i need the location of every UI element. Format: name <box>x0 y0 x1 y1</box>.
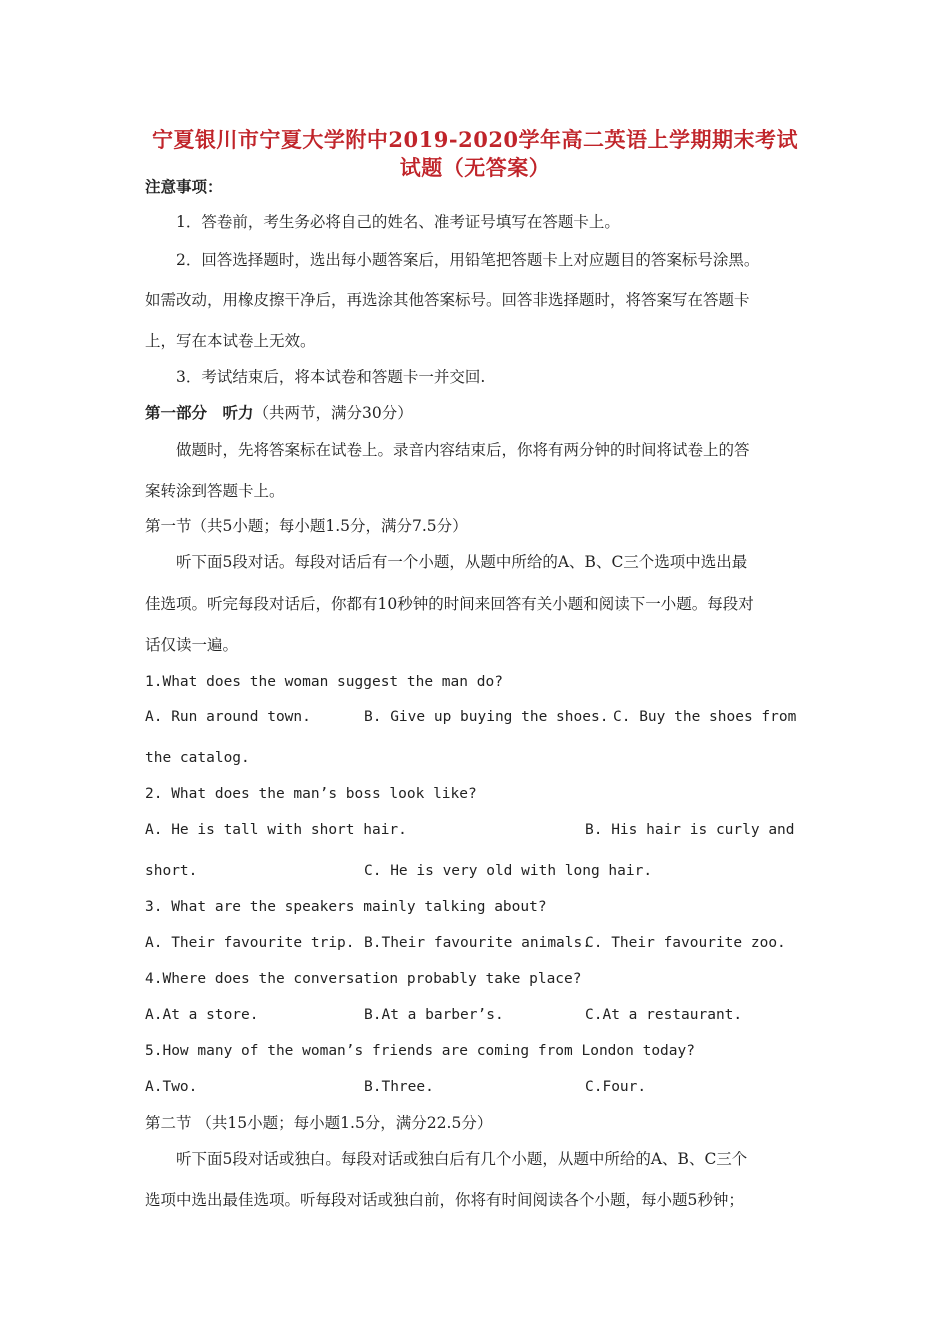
part1-heading <box>145 403 413 423</box>
notice-item-1: 1．答卷前，考生务必将自己的姓名、准考证号填写在答题卡上。 <box>176 213 620 231</box>
document-title-line2: 试题（无答案） <box>399 155 551 180</box>
q3-option-c: C. Their favourite zoo. <box>585 935 786 951</box>
q3-option-a: A. Their favourite trip. <box>145 935 355 951</box>
document-title-line1: 宁夏银川市宁夏大学附中2019-2020学年高二英语上学期期末考试 <box>151 127 799 152</box>
q2-option-c: C. He is very old with long hair. <box>364 863 653 879</box>
q5-option-b: B.Three. <box>364 1079 434 1095</box>
q2-option-a: A. He is tall with short hair. <box>145 822 407 838</box>
section2-heading: 第二节 （共15小题；每小题1.5分，满分22.5分） <box>145 1114 493 1132</box>
question-3: 3. What are the speakers mainly talking about? <box>145 899 547 915</box>
part1-label: 第一部分 听力 <box>145 403 254 422</box>
section1-description: 听下面5段对话。每段对话后有一个小题，从题中所给的A、B、C三个选项中选出最 <box>176 553 748 571</box>
part1-description: 做题时，先将答案标在试卷上。录音内容结束后，你将有两分钟的时间将试卷上的答 <box>176 441 750 459</box>
notice-heading: 注意事项： <box>145 177 223 196</box>
q4-option-a: A.At a store. <box>145 1007 259 1023</box>
section1-description-cont: 佳选项。听完每段对话后，你都有10秒钟的时间来回答有关小题和阅读下一小题。每段对 <box>145 595 754 613</box>
section1-description-cont2: 话仅读一遍。 <box>145 636 239 654</box>
question-5: 5.How many of the woman’s friends are coming from London today? <box>145 1043 695 1059</box>
notice-item-3: 3．考试结束后，将本试卷和答题卡一并交回. <box>176 368 486 386</box>
part1-info: （共两节，满分30分） <box>253 404 413 422</box>
q4-option-c: C.At a restaurant. <box>585 1007 743 1023</box>
q2-option-b: B. His hair is curly and <box>585 822 795 838</box>
part1-description-cont: 案转涂到答题卡上。 <box>145 482 285 500</box>
q1-option-c: C. Buy the shoes from <box>613 709 797 725</box>
question-1: 1.What does the woman suggest the man do? <box>145 674 503 690</box>
q3-option-b: B.Their favourite animals. <box>364 935 591 951</box>
notice-item-2-cont2: 上，写在本试卷上无效。 <box>145 332 316 350</box>
q5-option-a: A.Two. <box>145 1079 198 1095</box>
q4-option-b: B.At a barber’s. <box>364 1007 504 1023</box>
question-4: 4.Where does the conversation probably take place? <box>145 971 582 987</box>
q2-option-b-cont: short. <box>145 863 198 879</box>
q1-option-b: B. Give up buying the shoes. <box>364 709 609 725</box>
question-2: 2. What does the man’s boss look like? <box>145 786 477 802</box>
q5-option-c: C.Four. <box>585 1079 647 1095</box>
notice-item-2: 2．回答选择题时，选出每小题答案后，用铅笔把答题卡上对应题目的答案标号涂黑。 <box>176 251 760 269</box>
q1-option-a: A. Run around town. <box>145 709 311 725</box>
section2-description: 听下面5段对话或独白。每段对话或独白后有几个小题，从题中所给的A、B、C三个 <box>176 1150 748 1168</box>
q1-option-c-cont: the catalog. <box>145 750 250 766</box>
section2-description-cont: 选项中选出最佳选项。听每段对话或独白前，你将有时间阅读各个小题，每小题5秒钟； <box>145 1191 744 1209</box>
notice-item-2-cont: 如需改动，用橡皮擦干净后，再选涂其他答案标号。回答非选择题时，将答案写在答题卡 <box>145 291 750 309</box>
section1-heading: 第一节（共5小题；每小题1.5分，满分7.5分） <box>145 517 468 535</box>
